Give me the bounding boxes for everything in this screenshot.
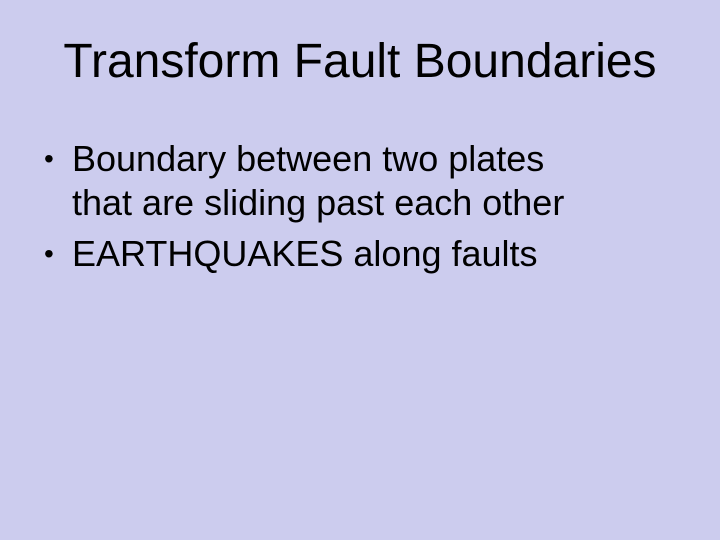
- bullet-item-earthquakes: [36, 232, 706, 276]
- bullet-icon: •: [44, 238, 54, 269]
- bullet-text-line: EARTHQUAKES along faults: [72, 233, 538, 274]
- bullet-text-line: that are sliding past each other: [72, 182, 565, 223]
- slide-title: Transform Fault Boundaries: [63, 35, 657, 88]
- bullet-icon: •: [44, 143, 54, 174]
- bullet-item-boundary-description: [36, 137, 706, 225]
- bullet-text-line: Boundary between two plates: [72, 138, 545, 179]
- bullet-list: [36, 137, 706, 283]
